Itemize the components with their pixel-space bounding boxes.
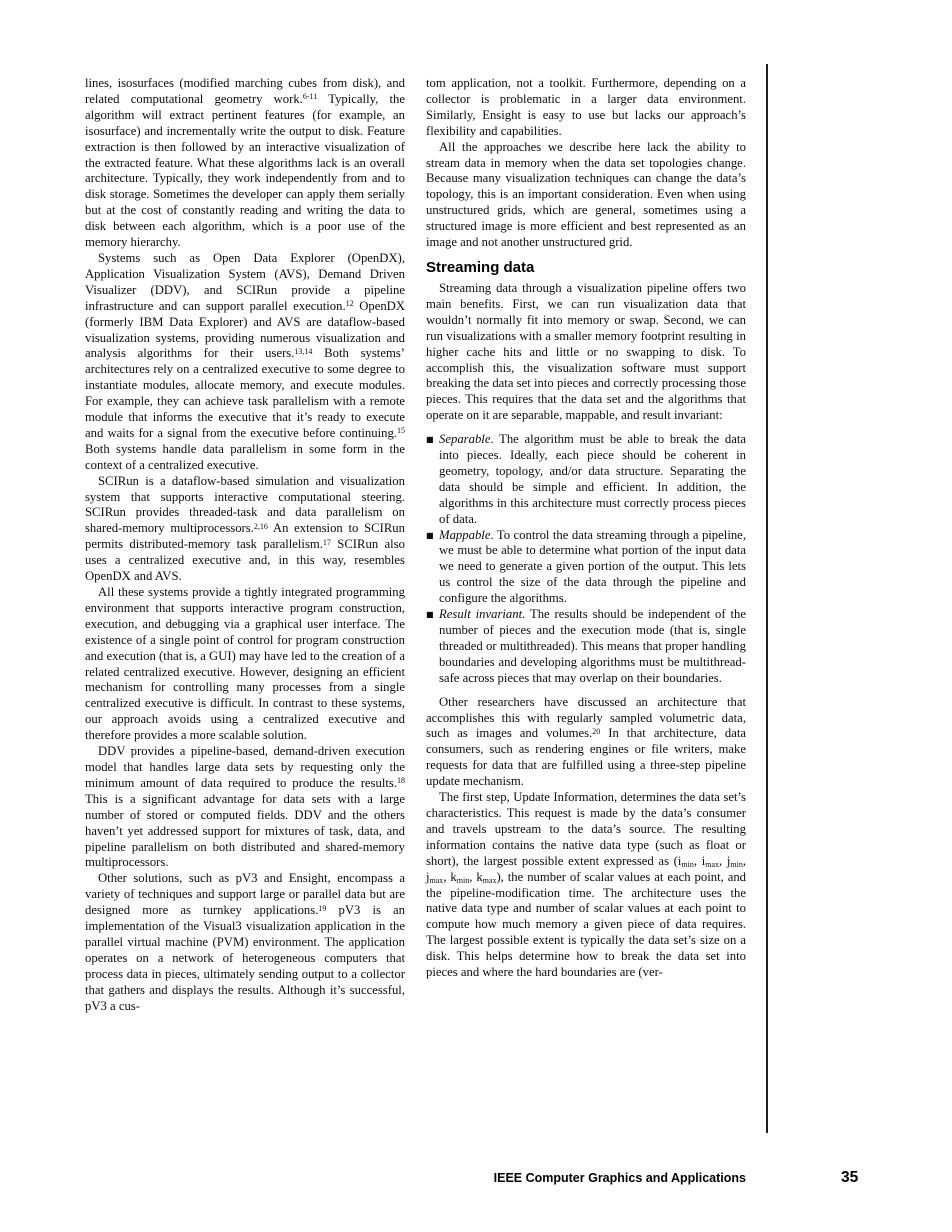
section-heading: Streaming data <box>426 258 535 276</box>
two-column-text-area <box>85 76 746 1014</box>
square-bullet-icon: ■ <box>426 530 434 540</box>
body-paragraph: lines, isosurfaces (modified marching cubes from disk), and related computational geometry work.$^{6-11}$ Typically, the algorithm will extract pertinent features (for example, an isosurface) and incrementally write the output to disk. Feature extraction is then followed by an interactive visualization of the extracted feature. What these algorithms lack is an overall architecture. Typically, they work independently from and to disk storage. Sometimes the developer can apply them serially but at the cost of constantly reading and writing the data to disk between each algorithm, which is a poor use of the memory hierarchy. <box>85 76 405 250</box>
bullet-item: ■ Mappable. To control the data streaming through a pipeline, we must be able to determine what portion of the input data we need to generate a given portion of the output. This lets us control the size of the data through the pipeline and configure the algorithms. <box>426 527 746 606</box>
italic-term: Result invariant <box>439 607 523 622</box>
reference-superscript: 6-11 <box>302 92 318 102</box>
reference-superscript: 17 <box>322 537 331 547</box>
body-paragraph: Other researchers have discussed an architecture that accomplishes this with regularly sampled volumetric data, such as images and volumes.$^{20}$ In that architecture, data consumers, such as rendering engines or file writers, make requests for data that are fulfilled using a three-step pipeline update mechanism. <box>426 694 746 789</box>
subscript: max <box>705 860 720 870</box>
page-number: 35 <box>841 1169 859 1186</box>
page-footer <box>0 1171 952 1191</box>
reference-superscript: 15 <box>397 426 405 436</box>
subscript: min <box>456 876 470 886</box>
body-paragraph: All these systems provide a tightly integrated programming environment that supports interactive program construction, execution, and debugging via a graphical user interface. The existence of a single point of control for program construction and execution (that is, a GUI) may have led to the creation of a related centralized executive. However, designing an efficient mechanism for controlling many processes from a single centralized executive is difficult. In contrast to these systems, our approach avoids using a centralized executive and therefore provides a more scalable solution. <box>85 585 405 743</box>
bullet-item: ■ Result invariant. The results should be independent of the number of pieces and the execution mode (that is, single threaded or multithreaded). This means that proper handling boundaries and developing algorithms must be multithread-safe across pieces that may overlap on their boundaries. <box>426 607 746 685</box>
subscript: max <box>429 876 444 886</box>
subscript: min <box>681 860 694 870</box>
italic-term: Mappable <box>439 527 491 542</box>
vertical-rule <box>766 64 768 1133</box>
body-paragraph: DDV provides a pipeline-based, demand-driven execution model that handles large data sets by requesting only the minimum amount of data required to produce the results.$^{18}$ This is a significant advantage for data sets with a large number of stored or computed fields. DDV and the others haven’t yet addressed support for mixtures of task, data, and pipeline parallelism on both distributed and shared-memory multiprocessors. <box>85 744 405 870</box>
square-bullet-icon: ■ <box>426 435 434 445</box>
subscript: min <box>730 860 743 870</box>
body-paragraph: Streaming data through a visualization pipeline offers two main benefits. First, we can run visualization data that wouldn’t normally fit into memory or swap. Second, we can run visualizations with a smaller memory footprint resulting in higher cache hits and little or no swapping to disk. To accomplish this, the visualization software must support breaking the data set into pieces and correctly processing those pieces. This requires that the data set and the algorithms that operate on it are separable, mappable, and result invariant: <box>426 280 746 423</box>
subscript: max <box>482 876 497 886</box>
bullet-item: ■ Separable. The algorithm must be able to break the data into pieces. Ideally, each piece should be coherent in geometry, topology, and/or data structure. Separating the data should be simple and efficient. In addition, the algorithms in this architecture must correctly process pieces of data. <box>426 432 746 526</box>
reference-superscript: 2,16 <box>253 521 268 531</box>
journal-name: IEEE Computer Graphics and Applications <box>493 1171 746 1185</box>
reference-superscript: 19 <box>318 903 327 913</box>
reference-superscript: 20 <box>592 726 601 736</box>
italic-term: Separable <box>439 432 491 447</box>
reference-superscript: 13,14 <box>294 346 313 356</box>
body-paragraph: All the approaches we describe here lack the ability to stream data in memory when the data set topologies change. Because many visualization techniques can change the data’s topology, this is an important consideration. Even when using unstructured grids, which are general, sometimes using a structured image is more efficient and best represented as an image and not another unstructured grid. <box>426 139 746 250</box>
right-column <box>426 76 746 1014</box>
left-column <box>85 76 405 1014</box>
square-bullet-icon: ■ <box>426 610 434 620</box>
reference-superscript: 12 <box>345 299 354 309</box>
body-paragraph: The first step, Update Information, determines the data set’s characteristics. This request is made by the data’s consumer and travels upstream to the data’s source. The resulting information contains the native data type (such as float or short), the largest possible extent expressed as ($i_{min}$, $i_{max}$, $j_{min}$, $j_{max}$, $k_{min}$, $k_{max}$), the number of scalar values at each point, and the pipeline-modification time. The architecture uses the native data type and number of scalar values at each point to compute how much memory a given piece of data requires. The largest possible extent is typically the data set’s size on a disk. This helps determine how to break the data set into pieces and where the hard boundaries are (ver- <box>426 790 747 980</box>
body-paragraph: Systems such as Open Data Explorer (OpenDX), Application Visualization System (AVS), Demand Driven Visualizer (DDV), and SCIRun provide a pipeline infrastructure and can support parallel execution.$^{12}$ OpenDX (formerly IBM Data Explorer) and AVS are dataflow-based visualization systems, providing numerous visualization and analysis algorithms for their users.$^{13,14}$ Both systems’ architectures rely on a centralized executive to some degree to instantiate modules, allocate memory, and execute modules. For example, they can achieve task parallelism with a remote module that informs the executive that it’s ready to execute and waits for a signal from the executive before continuing.$^{15}$ Both systems handle data parallelism in some form in the context of a centralized executive. <box>85 250 406 472</box>
reference-superscript: 18 <box>397 776 405 786</box>
body-paragraph: Other solutions, such as pV3 and Ensight, encompass a variety of techniques and support large or parallel data but are designed more as turnkey applications.$^{19}$ pV3 is an implementation of the Visual3 visualization application in the parallel virtual machine (PVM) environment. The application operates on a network of heterogeneous computers that process data in pieces, ultimately sending output to a collector that gathers and displays the results. Although it’s successful, pV3 a cus- <box>85 871 405 1013</box>
bullet-list <box>426 432 746 687</box>
body-paragraph: tom application, not a toolkit. Furthermore, depending on a collector is problematic in a larger data environment. Similarly, Ensight is easy to use but lacks our approach’s flexibility and capabilities. <box>426 76 746 138</box>
body-paragraph: SCIRun is a dataflow-based simulation and visualization system that supports interactive computational steering. SCIRun provides threaded-task and data parallelism on shared-memory multiprocessors.$^{2,16}$ An extension to SCIRun permits distributed-memory task parallelism.$^{17}$ SCIRun also uses a centralized executive and, in this way, resembles OpenDX and AVS. <box>85 473 405 584</box>
